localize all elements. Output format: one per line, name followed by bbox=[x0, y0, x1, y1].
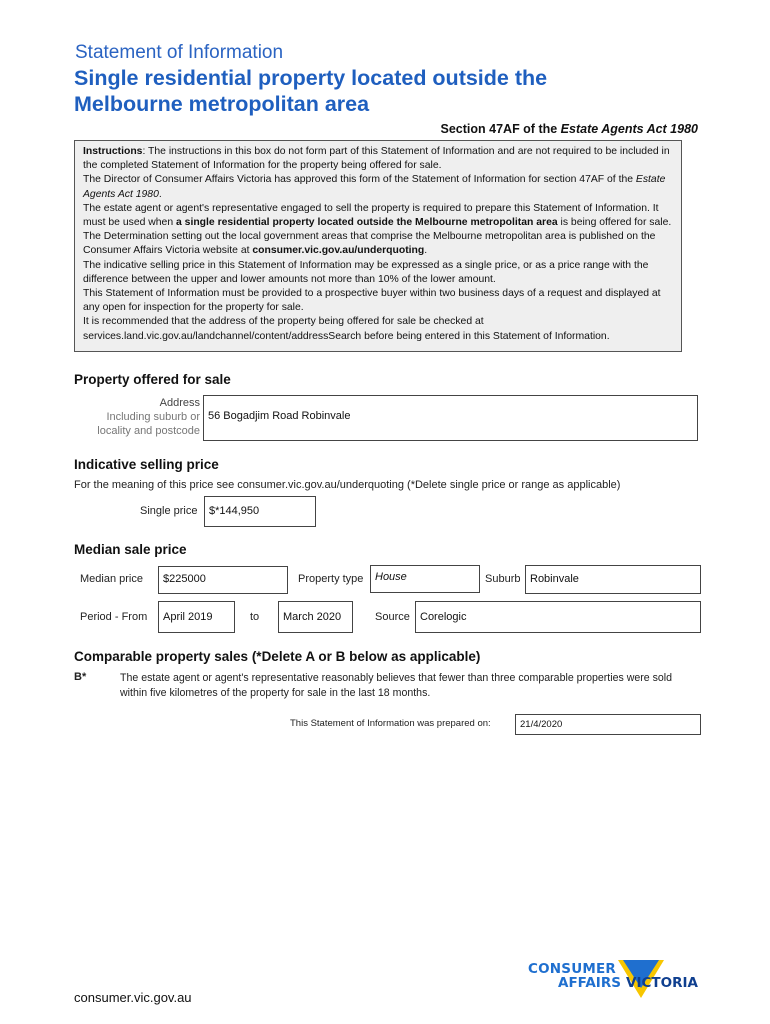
prepared-date-field[interactable] bbox=[515, 714, 701, 735]
instructions-box bbox=[74, 140, 682, 352]
legislation-reference bbox=[441, 122, 698, 136]
instructions-para-6: It is recommended that the address of the property being offered for sale be checked at services.land.vic.gov.au/landchannel/content/addressSearch before being entered in this Statement of Information. bbox=[83, 316, 610, 342]
indicative-note: For the meaning of this price see consumer.vic.gov.au/underquoting (*Delete single price or range as applicable) bbox=[74, 479, 621, 491]
property-type-value: House bbox=[375, 571, 407, 583]
median-heading: Median sale price bbox=[74, 542, 187, 557]
period-label: Period - From bbox=[80, 611, 148, 623]
underquoting-link[interactable]: consumer.vic.gov.au/underquoting bbox=[252, 245, 425, 257]
address-sub-1: Including suburb or bbox=[106, 411, 200, 423]
footer-url[interactable]: consumer.vic.gov.au bbox=[74, 990, 192, 1005]
prepared-date-value: 21/4/2020 bbox=[520, 719, 563, 730]
instructions-para-2: The Director of Consumer Affairs Victoria has approved this form of the Statement of Information for section 47AF of the Estate Agents Act 1980. bbox=[83, 174, 666, 200]
document-kicker: Statement of Information bbox=[75, 42, 284, 63]
source-value: Corelogic bbox=[420, 611, 467, 623]
property-type-field[interactable] bbox=[370, 565, 480, 593]
period-to-label: to bbox=[250, 611, 260, 623]
act-name: Estate Agents Act 1980 bbox=[560, 122, 698, 136]
suburb-field[interactable] bbox=[525, 565, 701, 594]
instructions-para-3: The estate agent or agent's representative engaged to sell the property is required to prepare this Statement of Information. It must be used when a single residential property located outside the Melbourne metropolitan area is being offered for sale. The Determination setting out the local government areas that comprise the Melbourne metropolitan area is published on the Consumer Affairs Victoria website at consumer.vic.gov.au/underquoting. bbox=[83, 202, 672, 257]
median-price-value: $225000 bbox=[163, 573, 206, 585]
indicative-heading: Indicative selling price bbox=[74, 457, 219, 472]
period-from-field[interactable] bbox=[158, 601, 235, 633]
logo-line-2: AFFAIRS bbox=[558, 975, 621, 991]
single-price-label: Single price bbox=[140, 505, 198, 517]
period-to-field[interactable] bbox=[278, 601, 353, 633]
option-b-text: The estate agent or agent's representative reasonably believes that fewer than three comparable properties were sold within five kilometres of the property for sale in the last 18 months. bbox=[120, 672, 673, 699]
title-line-2: Melbourne metropolitan area bbox=[74, 92, 370, 116]
instructions-para-4: The indicative selling price in this Statement of Information may be expressed as a single price, or as a price range with the difference between the upper and lower amounts not more than 10% of the lower amount. bbox=[83, 259, 649, 285]
property-type-label: Property type bbox=[298, 573, 364, 585]
document-title bbox=[74, 65, 694, 117]
address-field[interactable] bbox=[203, 395, 698, 441]
single-price-field[interactable] bbox=[204, 496, 316, 527]
property-heading: Property offered for sale bbox=[74, 372, 231, 387]
period-from-value: April 2019 bbox=[163, 611, 213, 623]
title-line-1: Single residential property located outside the bbox=[74, 66, 548, 90]
comparable-heading: Comparable property sales (*Delete A or B below as applicable) bbox=[74, 649, 481, 664]
logo-line-3: VICTORIA bbox=[626, 975, 698, 991]
consumer-affairs-victoria-logo bbox=[528, 958, 703, 1006]
instructions-para-5: This Statement of Information must be provided to a prospective buyer within two business days of a request and displayed at any open for inspection for the property for sale. bbox=[83, 288, 661, 314]
source-field[interactable] bbox=[415, 601, 701, 633]
address-sub-2: locality and postcode bbox=[97, 425, 200, 437]
address-label: Address bbox=[159, 397, 200, 409]
address-label-group bbox=[60, 396, 200, 438]
section-prefix: Section 47AF of the bbox=[440, 122, 561, 136]
median-price-field[interactable] bbox=[158, 566, 288, 594]
instructions-para-1: Instructions: The instructions in this box do not form part of this Statement of Information and are not required to be included in the completed Statement of Information for the property being offered for sale. bbox=[83, 146, 670, 172]
suburb-value: Robinvale bbox=[530, 573, 579, 585]
logo-line-1: CONSUMER bbox=[528, 961, 617, 977]
source-label: Source bbox=[375, 611, 410, 623]
address-value: 56 Bogadjim Road Robinvale bbox=[208, 410, 351, 422]
prepared-label: This Statement of Information was prepared on: bbox=[290, 718, 491, 729]
option-b-label: B* bbox=[74, 671, 87, 683]
single-price-value: $*144,950 bbox=[209, 505, 260, 517]
instructions-label: Instructions bbox=[83, 146, 143, 157]
median-price-label: Median price bbox=[80, 573, 143, 585]
period-to-value: March 2020 bbox=[283, 611, 342, 623]
suburb-label: Suburb bbox=[485, 573, 521, 585]
